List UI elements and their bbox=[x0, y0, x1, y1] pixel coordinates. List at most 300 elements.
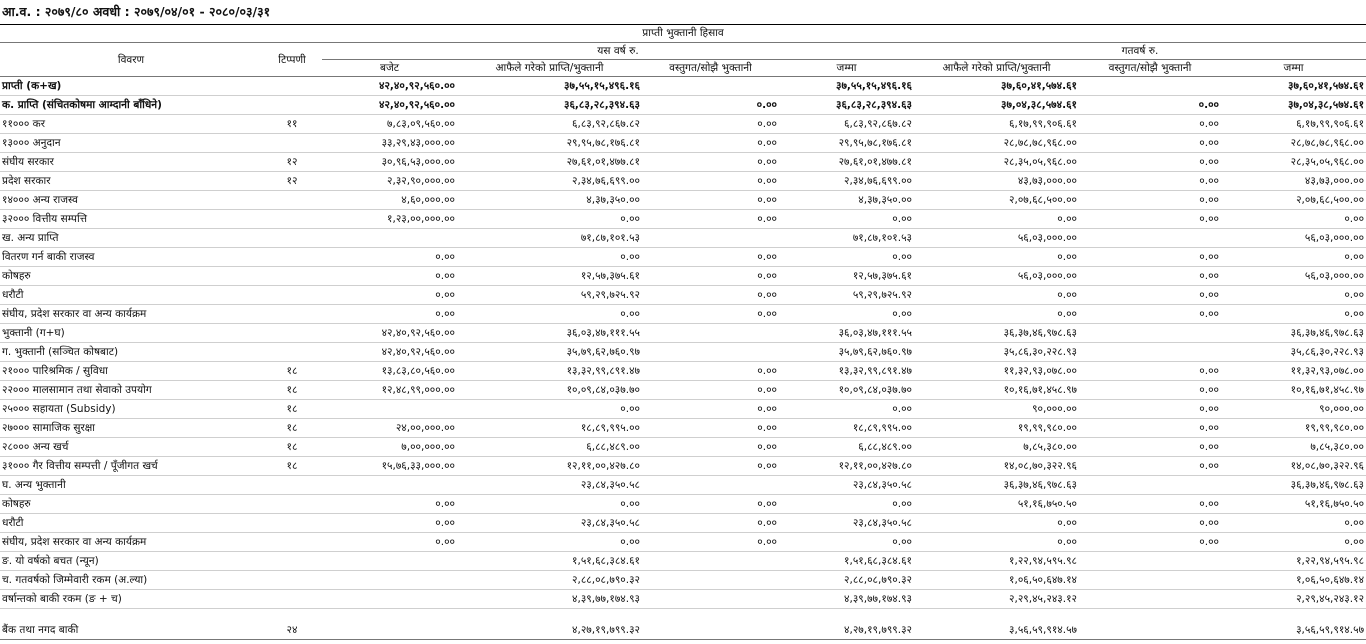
row-note: १२ bbox=[262, 172, 322, 191]
row-note bbox=[262, 343, 322, 362]
amount-cell: ०.०० bbox=[457, 495, 642, 514]
amount-cell: ०.०० bbox=[642, 381, 779, 400]
amount-cell: ०.०० bbox=[322, 514, 457, 533]
sub-header: वस्तुगत/सोझै भुक्तानी bbox=[642, 60, 779, 77]
amount-cell: २३,८४,३५०.५८ bbox=[457, 476, 642, 495]
row-description: १४००० अन्य राजस्व bbox=[0, 191, 262, 210]
amount-cell: ०.०० bbox=[642, 286, 779, 305]
amount-cell bbox=[1079, 324, 1221, 343]
amount-cell: २,८८,०८,७९०.३२ bbox=[779, 571, 914, 590]
sub-header: बजेट bbox=[322, 60, 457, 77]
row-description: ११००० कर bbox=[0, 115, 262, 134]
amount-cell bbox=[642, 343, 779, 362]
row-note bbox=[262, 210, 322, 229]
amount-cell: ०.०० bbox=[1079, 305, 1221, 324]
amount-cell bbox=[642, 229, 779, 248]
amount-cell: ०.०० bbox=[642, 115, 779, 134]
amount-cell: ९०,०००.०० bbox=[914, 400, 1079, 419]
row-note: १८ bbox=[262, 381, 322, 400]
row-description: प्रदेश सरकार bbox=[0, 172, 262, 191]
amount-cell bbox=[1079, 229, 1221, 248]
row-description: संघीय, प्रदेश सरकार वा अन्य कार्यक्रम bbox=[0, 305, 262, 324]
amount-cell: ०.०० bbox=[779, 210, 914, 229]
row-description: संघीय सरकार bbox=[0, 153, 262, 172]
amount-cell: ०.०० bbox=[914, 305, 1079, 324]
row-note bbox=[262, 229, 322, 248]
amount-cell: ०.०० bbox=[1079, 267, 1221, 286]
amount-cell: १,०६,५०,६४७.१४ bbox=[1221, 571, 1366, 590]
table-row bbox=[0, 191, 1366, 210]
amount-cell: ०.०० bbox=[1079, 172, 1221, 191]
amount-cell: १,२३,००,०००.०० bbox=[322, 210, 457, 229]
amount-cell: २३,८४,३५०.५८ bbox=[779, 514, 914, 533]
amount-cell: ०.०० bbox=[1079, 419, 1221, 438]
table-row bbox=[0, 115, 1366, 134]
amount-cell bbox=[1079, 552, 1221, 571]
amount-cell bbox=[322, 621, 457, 640]
amount-cell: ३५,८६,३०,२२८.९३ bbox=[1221, 343, 1366, 362]
amount-cell bbox=[1079, 476, 1221, 495]
amount-cell: १०,१६,७१,४५८.९७ bbox=[1221, 381, 1366, 400]
amount-cell: ३३,२९,४३,०००.०० bbox=[322, 134, 457, 153]
amount-cell: ३७,०४,३८,५७४.६१ bbox=[914, 96, 1079, 115]
amount-cell: २३,८४,३५०.५८ bbox=[457, 514, 642, 533]
amount-cell: ४३,७३,०००.०० bbox=[914, 172, 1079, 191]
amount-cell: ५६,०३,०००.०० bbox=[1221, 229, 1366, 248]
amount-cell bbox=[1079, 621, 1221, 640]
amount-cell: २८,७८,७८,९६८.०० bbox=[914, 134, 1079, 153]
row-note: २४ bbox=[262, 621, 322, 640]
amount-cell: ११,३२,९३,०७८.०० bbox=[1221, 362, 1366, 381]
amount-cell: ०.०० bbox=[642, 248, 779, 267]
amount-cell: ०.०० bbox=[642, 172, 779, 191]
row-note bbox=[262, 267, 322, 286]
amount-cell: १४,०८,७०,३२२.९६ bbox=[914, 457, 1079, 476]
row-note bbox=[262, 248, 322, 267]
table-row bbox=[0, 343, 1366, 362]
amount-cell: १२,५७,३७५.६१ bbox=[779, 267, 914, 286]
amount-cell: ३७,६०,४१,५७४.६१ bbox=[1221, 77, 1366, 96]
table-row bbox=[0, 552, 1366, 571]
table-row bbox=[0, 248, 1366, 267]
amount-cell: १२,५७,३७५.६१ bbox=[457, 267, 642, 286]
amount-cell bbox=[322, 571, 457, 590]
amount-cell: ४,६०,०००.०० bbox=[322, 191, 457, 210]
row-description: ङ. यो वर्षको बचत (न्यून) bbox=[0, 552, 262, 571]
amount-cell: १,५१,६८,३८४.६१ bbox=[779, 552, 914, 571]
amount-cell: २९,९५,७८,१७६.८१ bbox=[457, 134, 642, 153]
amount-cell: ३५,८६,३०,२२८.९३ bbox=[914, 343, 1079, 362]
row-note bbox=[262, 77, 322, 96]
amount-cell: ३६,३७,४६,९७८.६३ bbox=[1221, 324, 1366, 343]
amount-cell: ०.०० bbox=[322, 286, 457, 305]
amount-cell: ०.०० bbox=[1079, 134, 1221, 153]
amount-cell: ०.०० bbox=[642, 96, 779, 115]
amount-cell: ०.०० bbox=[1221, 305, 1366, 324]
amount-cell: ३,५६,५९,९१४.५७ bbox=[914, 621, 1079, 640]
amount-cell: ०.०० bbox=[457, 305, 642, 324]
amount-cell: ७१,८७,१०१.५३ bbox=[457, 229, 642, 248]
amount-cell bbox=[1079, 590, 1221, 609]
table-title: प्राप्ती भुक्तानी हिसाव bbox=[0, 25, 1366, 43]
row-note bbox=[262, 305, 322, 324]
amount-cell: ०.०० bbox=[642, 210, 779, 229]
amount-cell: १५,७६,३३,०००.०० bbox=[322, 457, 457, 476]
amount-cell: ३७,०४,३८,५७४.६१ bbox=[1221, 96, 1366, 115]
table-row bbox=[0, 438, 1366, 457]
row-description: २५००० सहायता (Subsidy) bbox=[0, 400, 262, 419]
row-description: ३२००० वित्तीय सम्पत्ति bbox=[0, 210, 262, 229]
amount-cell: ०.०० bbox=[642, 191, 779, 210]
amount-cell: ९०,०००.०० bbox=[1221, 400, 1366, 419]
row-description: वर्षान्तको बाकी रकम (ङ + च) bbox=[0, 590, 262, 609]
amount-cell: १४,०८,७०,३२२.९६ bbox=[1221, 457, 1366, 476]
amount-cell: ४,३९,७७,१७४.९३ bbox=[779, 590, 914, 609]
amount-cell: ३७,६०,४१,५७४.६१ bbox=[914, 77, 1079, 96]
row-note bbox=[262, 533, 322, 552]
amount-cell: २७,६१,०१,४७७.८१ bbox=[457, 153, 642, 172]
row-description: धरौटी bbox=[0, 514, 262, 533]
amount-cell: ०.०० bbox=[1079, 533, 1221, 552]
amount-cell bbox=[642, 324, 779, 343]
current-year-group-header: यस वर्ष रु. bbox=[322, 43, 914, 60]
row-description: ग. भुक्तानी (सञ्चित कोषबाट) bbox=[0, 343, 262, 362]
table-row bbox=[0, 267, 1366, 286]
row-description: भुक्तानी (ग+घ) bbox=[0, 324, 262, 343]
table-row bbox=[0, 381, 1366, 400]
row-description: २१००० पारिश्रमिक / सुविधा bbox=[0, 362, 262, 381]
amount-cell: ०.०० bbox=[1221, 286, 1366, 305]
amount-cell: २८,७८,७८,९६८.०० bbox=[1221, 134, 1366, 153]
receipts-payments-table bbox=[0, 25, 1366, 640]
amount-cell: ०.०० bbox=[642, 514, 779, 533]
amount-cell: १,५१,६८,३८४.६१ bbox=[457, 552, 642, 571]
amount-cell bbox=[642, 571, 779, 590]
table-row bbox=[0, 324, 1366, 343]
table-row bbox=[0, 621, 1366, 640]
row-note bbox=[262, 96, 322, 115]
amount-cell: ०.०० bbox=[1079, 457, 1221, 476]
amount-cell: ०.०० bbox=[1221, 514, 1366, 533]
row-description: कोषहरु bbox=[0, 495, 262, 514]
amount-cell: ०.०० bbox=[322, 495, 457, 514]
sub-header: जम्मा bbox=[1221, 60, 1366, 77]
amount-cell: ०.०० bbox=[1079, 514, 1221, 533]
table-row bbox=[0, 495, 1366, 514]
table-row bbox=[0, 533, 1366, 552]
row-description: २२००० मालसामान तथा सेवाको उपयोग bbox=[0, 381, 262, 400]
row-description: बैंक तथा नगद बाकी bbox=[0, 621, 262, 640]
row-note: १८ bbox=[262, 457, 322, 476]
amount-cell: ०.०० bbox=[642, 400, 779, 419]
amount-cell: ४२,४०,९२,५६०.०० bbox=[322, 324, 457, 343]
table-row bbox=[0, 362, 1366, 381]
spacer-row bbox=[0, 609, 1366, 622]
row-description: च. गतवर्षको जिम्मेवारी रकम (अ.ल्या) bbox=[0, 571, 262, 590]
table-row bbox=[0, 476, 1366, 495]
amount-cell: ०.०० bbox=[1221, 533, 1366, 552]
amount-cell bbox=[642, 590, 779, 609]
amount-cell: ०.०० bbox=[642, 533, 779, 552]
table-row bbox=[0, 172, 1366, 191]
amount-cell: ०.०० bbox=[642, 153, 779, 172]
amount-cell: ०.०० bbox=[779, 248, 914, 267]
row-description: २८००० अन्य खर्च bbox=[0, 438, 262, 457]
amount-cell: ३५,७९,६२,७६०.९७ bbox=[457, 343, 642, 362]
amount-cell: ०.०० bbox=[642, 438, 779, 457]
col-note-header: टिप्पणी bbox=[262, 43, 322, 77]
amount-cell: ०.०० bbox=[322, 248, 457, 267]
amount-cell: ०.०० bbox=[642, 457, 779, 476]
amount-cell: २४,००,०००.०० bbox=[322, 419, 457, 438]
row-note bbox=[262, 324, 322, 343]
amount-cell: ६,८३,९२,८६७.८२ bbox=[779, 115, 914, 134]
amount-cell: ०.०० bbox=[642, 419, 779, 438]
spacer-cell bbox=[0, 609, 1366, 622]
amount-cell: ३६,८३,२८,३९४.६३ bbox=[779, 96, 914, 115]
amount-cell: ०.०० bbox=[914, 248, 1079, 267]
amount-cell: १३,३२,९९,८९१.४७ bbox=[779, 362, 914, 381]
amount-cell: ७,८३,०९,५६०.०० bbox=[322, 115, 457, 134]
amount-cell: ३०,९६,५३,०००.०० bbox=[322, 153, 457, 172]
amount-cell bbox=[642, 77, 779, 96]
amount-cell: ०.०० bbox=[779, 533, 914, 552]
amount-cell bbox=[1079, 571, 1221, 590]
amount-cell: ४२,४०,९२,५६०.०० bbox=[322, 77, 457, 96]
amount-cell: २,०७,६८,५००.०० bbox=[914, 191, 1079, 210]
amount-cell: १२,४८,९९,०००.०० bbox=[322, 381, 457, 400]
table-row bbox=[0, 457, 1366, 476]
amount-cell: १०,१६,७१,४५८.९७ bbox=[914, 381, 1079, 400]
amount-cell: ०.०० bbox=[457, 400, 642, 419]
amount-cell: ०.०० bbox=[779, 495, 914, 514]
amount-cell: ५६,०३,०००.०० bbox=[1221, 267, 1366, 286]
amount-cell: ०.०० bbox=[914, 286, 1079, 305]
amount-cell: ५६,०३,०००.०० bbox=[914, 267, 1079, 286]
amount-cell: २,८८,०८,७९०.३२ bbox=[457, 571, 642, 590]
amount-cell: ४,२७,१९,७९९.३२ bbox=[457, 621, 642, 640]
amount-cell: ०.०० bbox=[642, 362, 779, 381]
row-description: संघीय, प्रदेश सरकार वा अन्य कार्यक्रम bbox=[0, 533, 262, 552]
amount-cell: ३,५६,५९,९१४.५७ bbox=[1221, 621, 1366, 640]
table-row bbox=[0, 134, 1366, 153]
amount-cell: १३,८३,८०,५६०.०० bbox=[322, 362, 457, 381]
amount-cell: ०.०० bbox=[1079, 438, 1221, 457]
amount-cell: ३६,३७,४६,९७८.६३ bbox=[914, 324, 1079, 343]
row-description: २७००० सामाजिक सुरक्षा bbox=[0, 419, 262, 438]
table-row bbox=[0, 571, 1366, 590]
amount-cell: २७,६१,०१,४७७.८१ bbox=[779, 153, 914, 172]
row-description: १३००० अनुदान bbox=[0, 134, 262, 153]
amount-cell: ४२,४०,९२,५६०.०० bbox=[322, 343, 457, 362]
amount-cell: १८,८९,९९५.०० bbox=[457, 419, 642, 438]
amount-cell: ०.०० bbox=[1079, 362, 1221, 381]
row-note: १८ bbox=[262, 400, 322, 419]
amount-cell bbox=[642, 476, 779, 495]
amount-cell: १,०६,५०,६४७.१४ bbox=[914, 571, 1079, 590]
table-row bbox=[0, 77, 1366, 96]
row-note: १२ bbox=[262, 153, 322, 172]
amount-cell: २३,८४,३५०.५८ bbox=[779, 476, 914, 495]
row-description: ख. अन्य प्राप्ति bbox=[0, 229, 262, 248]
amount-cell: ७,००,०००.०० bbox=[322, 438, 457, 457]
amount-cell: ४,२७,१९,७९९.३२ bbox=[779, 621, 914, 640]
amount-cell: ०.०० bbox=[1079, 495, 1221, 514]
row-note: १८ bbox=[262, 438, 322, 457]
amount-cell: ०.०० bbox=[642, 495, 779, 514]
amount-cell: ६,८३,९२,८६७.८२ bbox=[457, 115, 642, 134]
row-description: घ. अन्य भुक्तानी bbox=[0, 476, 262, 495]
amount-cell: ५९,२९,७२५.९२ bbox=[779, 286, 914, 305]
row-note bbox=[262, 552, 322, 571]
previous-year-group-header: गतवर्ष रु. bbox=[914, 43, 1366, 60]
amount-cell: ०.०० bbox=[457, 533, 642, 552]
amount-cell: ६,८८,४८९.०० bbox=[779, 438, 914, 457]
amount-cell: ०.०० bbox=[1221, 210, 1366, 229]
amount-cell: १०,०९,८४,०३७.७० bbox=[779, 381, 914, 400]
amount-cell: १९,९९,९८०.०० bbox=[914, 419, 1079, 438]
amount-cell: ०.०० bbox=[1079, 153, 1221, 172]
amount-cell: ०.०० bbox=[1079, 210, 1221, 229]
table-row bbox=[0, 286, 1366, 305]
amount-cell: ०.०० bbox=[914, 533, 1079, 552]
table-row bbox=[0, 96, 1366, 115]
amount-cell: ०.०० bbox=[914, 210, 1079, 229]
amount-cell: ०.०० bbox=[642, 134, 779, 153]
table-row bbox=[0, 210, 1366, 229]
amount-cell: २,२९,४५,२४३.१२ bbox=[1221, 590, 1366, 609]
amount-cell: १०,०९,८४,०३७.७० bbox=[457, 381, 642, 400]
row-description: वितरण गर्न बाकी राजस्व bbox=[0, 248, 262, 267]
amount-cell: ०.०० bbox=[322, 533, 457, 552]
amount-cell: ११,३२,९३,०७८.०० bbox=[914, 362, 1079, 381]
table-row bbox=[0, 590, 1366, 609]
amount-cell: ०.०० bbox=[322, 267, 457, 286]
amount-cell: ०.०० bbox=[1079, 248, 1221, 267]
row-note: १८ bbox=[262, 419, 322, 438]
amount-cell: ७,८५,३८०.०० bbox=[1221, 438, 1366, 457]
amount-cell: ०.०० bbox=[322, 305, 457, 324]
amount-cell: ३७,५५,१५,४९६.१६ bbox=[779, 77, 914, 96]
amount-cell: २,३४,७६,६९९.०० bbox=[457, 172, 642, 191]
table-row bbox=[0, 305, 1366, 324]
amount-cell bbox=[1079, 343, 1221, 362]
table-row bbox=[0, 153, 1366, 172]
row-description: ३१००० गैर वित्तीय सम्पत्ती / पूँजीगत खर्च bbox=[0, 457, 262, 476]
amount-cell: १८,८९,९९५.०० bbox=[779, 419, 914, 438]
amount-cell: ०.०० bbox=[779, 305, 914, 324]
sub-header: वस्तुगत/सोझै भुक्तानी bbox=[1079, 60, 1221, 77]
amount-cell: ०.०० bbox=[642, 305, 779, 324]
amount-cell: ०.०० bbox=[1221, 248, 1366, 267]
fiscal-year-label: आ.व. : २०७९/८० अवधी : २०७९/०४/०१ - २०८०/०३/३१ bbox=[2, 4, 271, 19]
amount-cell: ४२,४०,९२,५६०.०० bbox=[322, 96, 457, 115]
amount-cell: ०.०० bbox=[1079, 191, 1221, 210]
table-row bbox=[0, 419, 1366, 438]
amount-cell: ३७,५५,१५,४९६.१६ bbox=[457, 77, 642, 96]
row-note bbox=[262, 495, 322, 514]
row-note bbox=[262, 590, 322, 609]
amount-cell: ३५,७९,६२,७६०.९७ bbox=[779, 343, 914, 362]
amount-cell: ७१,८७,१०१.५३ bbox=[779, 229, 914, 248]
amount-cell: ०.०० bbox=[457, 248, 642, 267]
amount-cell: २८,३५,०५,९६८.०० bbox=[1221, 153, 1366, 172]
amount-cell: ३६,३७,४६,९७८.६३ bbox=[914, 476, 1079, 495]
sub-header: आफैले गरेको प्राप्ति/भुक्तानी bbox=[457, 60, 642, 77]
row-description: प्राप्ती (क+ख) bbox=[0, 77, 262, 96]
amount-cell bbox=[322, 552, 457, 571]
row-description: कोषहरु bbox=[0, 267, 262, 286]
row-note bbox=[262, 134, 322, 153]
amount-cell: १३,३२,९९,८९१.४७ bbox=[457, 362, 642, 381]
row-note: ११ bbox=[262, 115, 322, 134]
amount-cell: ४,३७,३५०.०० bbox=[457, 191, 642, 210]
amount-cell: ६,१७,९९,९०६.६१ bbox=[1221, 115, 1366, 134]
row-note bbox=[262, 286, 322, 305]
amount-cell bbox=[322, 476, 457, 495]
amount-cell: ०.०० bbox=[914, 514, 1079, 533]
row-description: धरौटी bbox=[0, 286, 262, 305]
amount-cell: ३६,०३,४७,१११.५५ bbox=[779, 324, 914, 343]
amount-cell: ०.०० bbox=[457, 210, 642, 229]
amount-cell: १२,११,००,४२७.८० bbox=[779, 457, 914, 476]
row-note bbox=[262, 514, 322, 533]
table-row bbox=[0, 400, 1366, 419]
amount-cell: १,२२,९४,५९५.९८ bbox=[1221, 552, 1366, 571]
amount-cell: ०.०० bbox=[1079, 96, 1221, 115]
amount-cell: ०.०० bbox=[779, 400, 914, 419]
amount-cell: ३६,८३,२८,३९४.६३ bbox=[457, 96, 642, 115]
amount-cell bbox=[1079, 77, 1221, 96]
amount-cell bbox=[642, 621, 779, 640]
amount-cell: २,३४,७६,६९९.०० bbox=[779, 172, 914, 191]
row-note bbox=[262, 191, 322, 210]
amount-cell: २,३२,९०,०००.०० bbox=[322, 172, 457, 191]
row-note: १८ bbox=[262, 362, 322, 381]
amount-cell: ६,१७,९९,९०६.६१ bbox=[914, 115, 1079, 134]
amount-cell: ३६,०३,४७,१११.५५ bbox=[457, 324, 642, 343]
amount-cell: १९,९९,९८०.०० bbox=[1221, 419, 1366, 438]
table-body bbox=[0, 77, 1366, 640]
amount-cell bbox=[642, 552, 779, 571]
amount-cell bbox=[322, 229, 457, 248]
amount-cell: ४,३९,७७,१७४.९३ bbox=[457, 590, 642, 609]
amount-cell: २,०७,६८,५००.०० bbox=[1221, 191, 1366, 210]
amount-cell: ६,८८,४८९.०० bbox=[457, 438, 642, 457]
sub-header: जम्मा bbox=[779, 60, 914, 77]
amount-cell: ३६,३७,४६,९७८.६३ bbox=[1221, 476, 1366, 495]
row-note bbox=[262, 476, 322, 495]
amount-cell: ७,८५,३८०.०० bbox=[914, 438, 1079, 457]
amount-cell: २,२९,४५,२४३.१२ bbox=[914, 590, 1079, 609]
amount-cell bbox=[322, 400, 457, 419]
amount-cell: ५६,०३,०००.०० bbox=[914, 229, 1079, 248]
amount-cell bbox=[322, 590, 457, 609]
amount-cell: ४३,७३,०००.०० bbox=[1221, 172, 1366, 191]
amount-cell: २८,३५,०५,९६८.०० bbox=[914, 153, 1079, 172]
amount-cell: १,२२,९४,५९५.९८ bbox=[914, 552, 1079, 571]
amount-cell: ०.०० bbox=[1079, 115, 1221, 134]
amount-cell: ५९,२९,७२५.९२ bbox=[457, 286, 642, 305]
amount-cell: ०.०० bbox=[1079, 286, 1221, 305]
amount-cell: ०.०० bbox=[1079, 400, 1221, 419]
amount-cell: ०.०० bbox=[1079, 381, 1221, 400]
amount-cell: ५१,१६,७५०.५० bbox=[914, 495, 1079, 514]
amount-cell: ५१,१६,७५०.५० bbox=[1221, 495, 1366, 514]
row-description: क. प्राप्ति (संचितकोषमा आम्दानी बाँधिने) bbox=[0, 96, 262, 115]
col-description-header: विवरण bbox=[0, 43, 262, 77]
amount-cell: ४,३७,३५०.०० bbox=[779, 191, 914, 210]
